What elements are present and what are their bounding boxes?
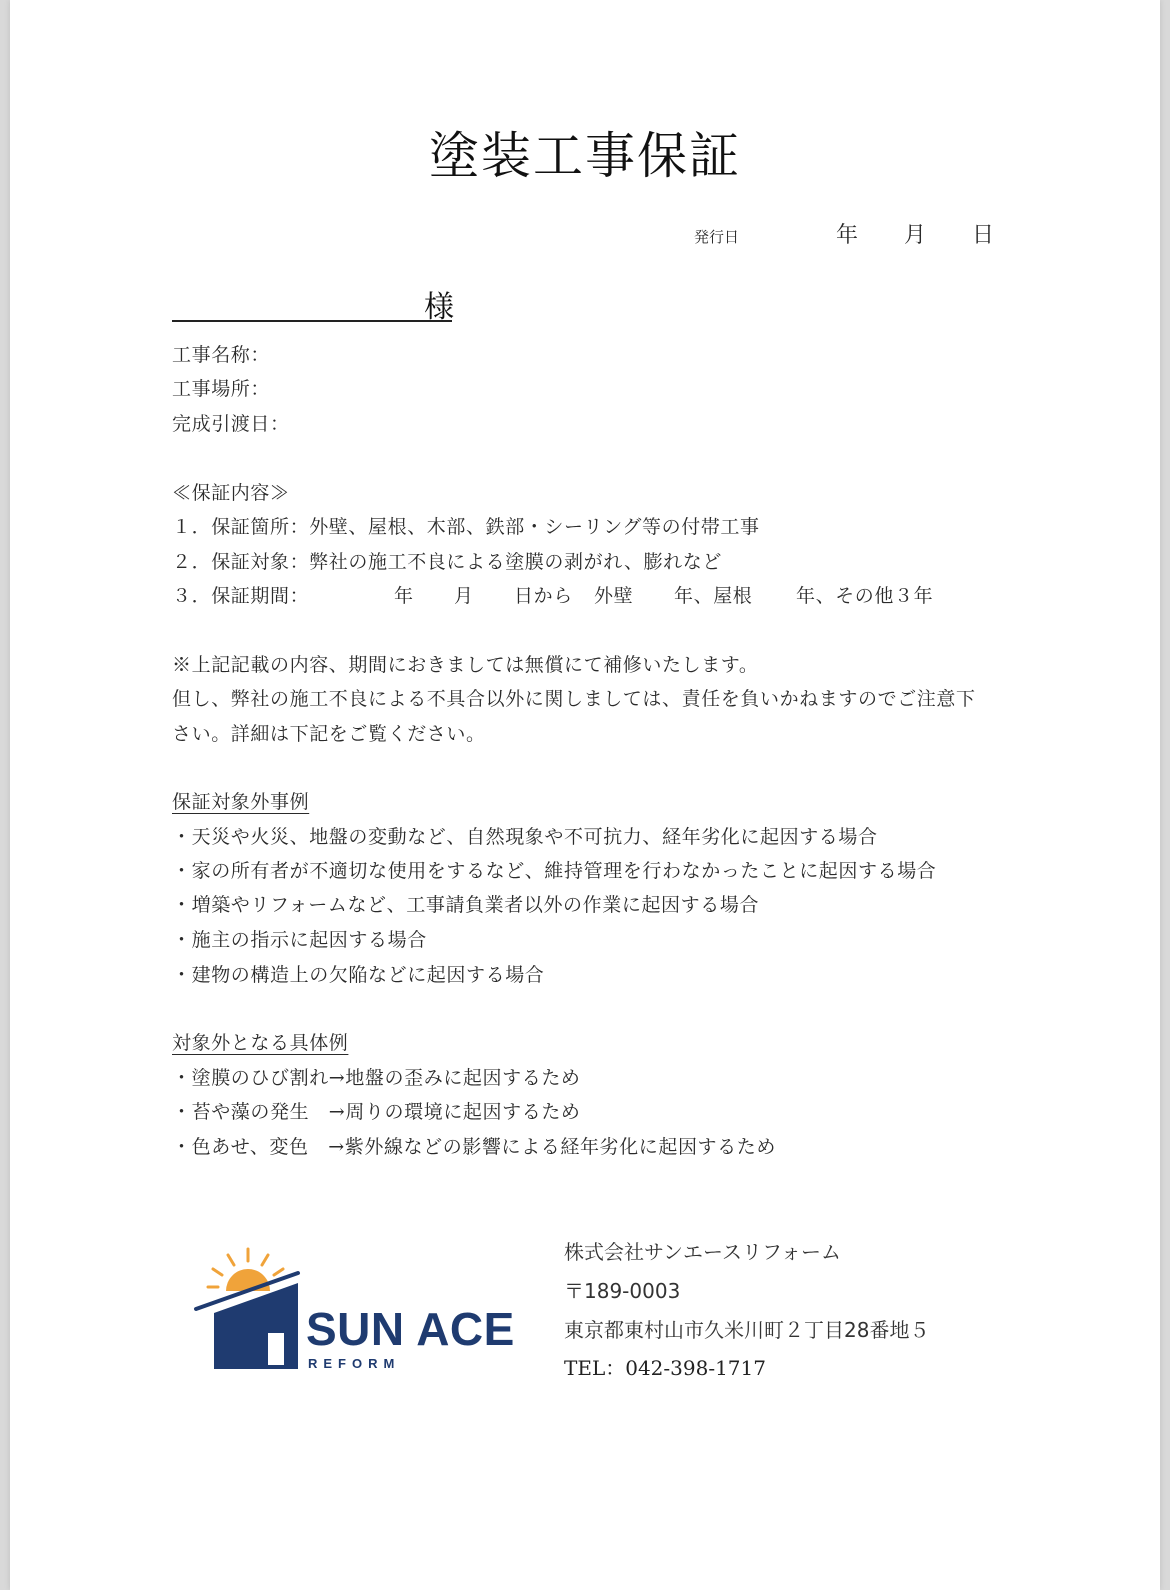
exclusion-item: ・建物の構造上の欠陥などに起因する場合 <box>172 964 545 986</box>
document-page <box>10 0 1160 1590</box>
logo-wordmark: SUN ACE <box>306 1303 515 1355</box>
note-line-2: 但し、弊社の施工不良による不具合以外に関しましては、責任を負いかねますのでご注意下 <box>172 688 976 710</box>
company-name: 株式会社サンエースリフォーム <box>564 1240 841 1264</box>
exclusion-item: ・増築やリフォームなど、工事請負業者以外の作業に起因する場合 <box>172 894 760 916</box>
note-line-3: さい。詳細は下記をご覧ください。 <box>172 723 486 745</box>
field-location: 工事場所： <box>172 378 271 400</box>
recipient-suffix: 様 <box>424 290 454 325</box>
guarantee-item-period <box>10 581 1160 607</box>
issue-year: 年 <box>836 223 859 248</box>
company-tel: TEL：042-398-1717 <box>564 1356 766 1380</box>
house-icon <box>214 1283 298 1369</box>
exclusion-item: ・天災や火災、地盤の変動など、自然現象や不可抗力、経年劣化に起因する場合 <box>172 826 878 848</box>
exclusions-heading: 保証対象外事例 <box>172 791 310 813</box>
issue-day: 日 <box>972 223 995 248</box>
issue-month: 月 <box>904 223 927 248</box>
company-address: 東京都東村山市久米川町２丁目28番地５ <box>564 1318 930 1342</box>
company-postal: 〒189-0003 <box>564 1279 681 1303</box>
logo-subtext: REFORM <box>308 1356 401 1371</box>
example-item: ・塗膜のひび割れ→地盤の歪みに起因するため <box>172 1067 581 1089</box>
period-month: 月 <box>454 585 474 607</box>
example-item: ・苔や藻の発生 →周りの環境に起因するため <box>172 1101 581 1123</box>
note-line-1: ※上記記載の内容、期間におきましては無償にて補修いたします。 <box>172 654 759 676</box>
document-title: 塗装工事保証 <box>429 127 741 185</box>
field-completion-date: 完成引渡日： <box>172 413 290 435</box>
example-item: ・色あせ、変色 →紫外線などの影響による経年劣化に起因するため <box>172 1136 776 1158</box>
guarantee-item-location: １．保証箇所：外壁、屋根、木部、鉄部・シーリング等の付帯工事 <box>172 516 760 538</box>
guarantee-heading: ≪保証内容≫ <box>172 482 290 504</box>
exclusion-item: ・家の所有者が不適切な使用をするなど、維持管理を行わなかったことに起因する場合 <box>172 860 937 882</box>
recipient-name-line <box>172 320 452 322</box>
sun-icon <box>226 1269 270 1291</box>
period-wall: 外壁 <box>594 585 634 607</box>
guarantee-item-target: ２．保証対象：弊社の施工不良による塗膜の剥がれ、膨れなど <box>172 551 722 573</box>
field-project-name: 工事名称： <box>172 344 271 366</box>
period-label: ３．保証期間： <box>172 585 310 607</box>
period-roof-year: 年、その他３年 <box>796 585 934 607</box>
period-from: 日から <box>514 585 573 607</box>
examples-heading: 対象外となる具体例 <box>172 1032 349 1054</box>
period-year: 年 <box>394 585 414 607</box>
period-wall-year: 年、屋根 <box>674 585 753 607</box>
exclusion-item: ・施主の指示に起因する場合 <box>172 929 427 951</box>
issue-date-label: 発行日 <box>694 228 740 246</box>
